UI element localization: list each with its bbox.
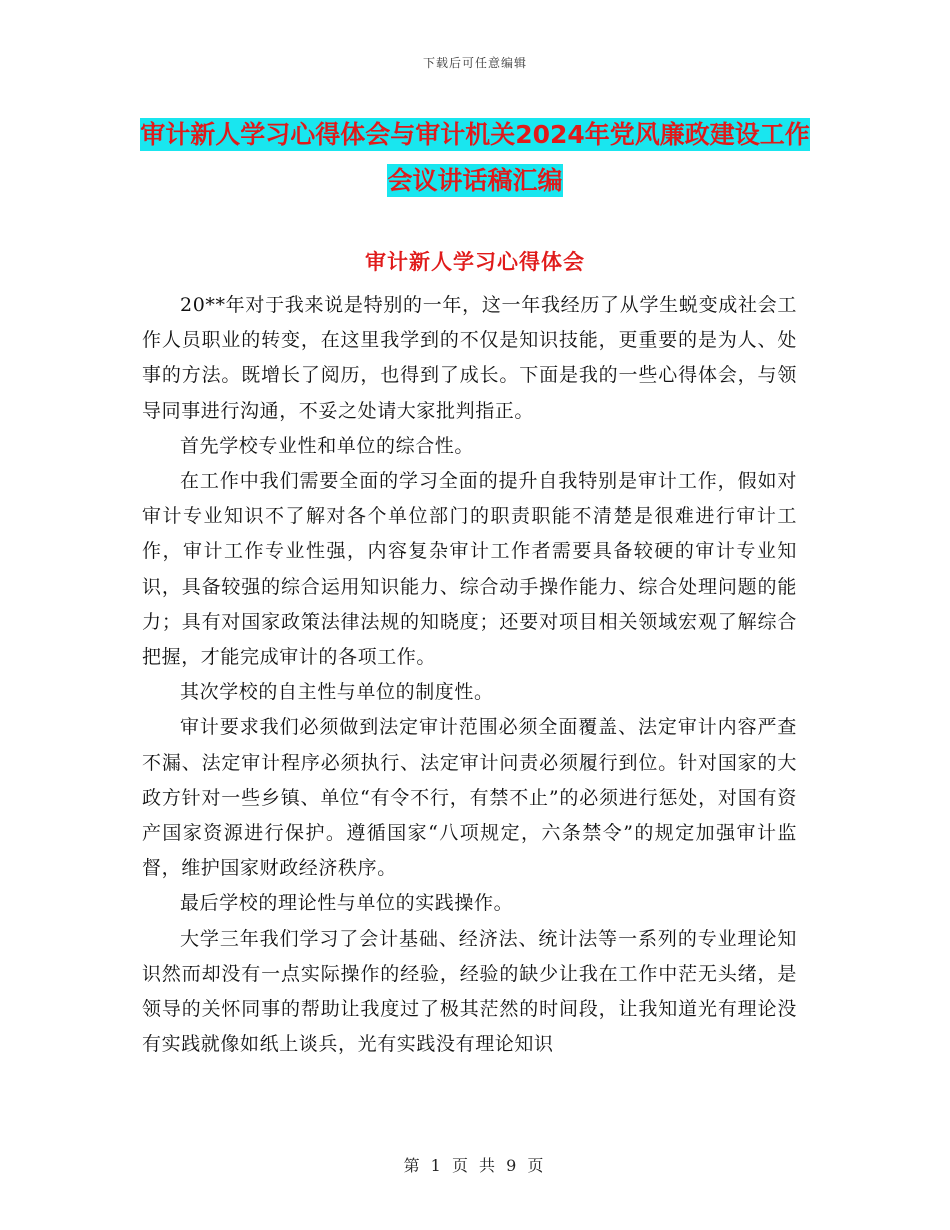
section-title: 审计新人学习心得体会 xyxy=(365,250,585,274)
paragraph: 大学三年我们学习了会计基础、经济法、统计法等一系列的专业理论知识然而却没有一点实际操作的经验，经验的缺少让我在工作中茫无头绪，是领导的关怀同事的帮助让我度过了极其茫然的时间段，让我知道光有理论没有实践就像如纸上谈兵，光有实践没有理论知识 xyxy=(142,927,797,1056)
document-title xyxy=(140,112,810,204)
page-footer: 第 1 页 共 9 页 xyxy=(403,1156,547,1175)
paragraph: 首先学校专业性和单位的综合性。 xyxy=(180,434,475,457)
paragraph: 其次学校的自主性与单位的制度性。 xyxy=(180,681,494,704)
paragraph: 在工作中我们需要全面的学习全面的提升自我特别是审计工作，假如对审计专业知识不了解对各个单位部门的职责职能不清楚是很难进行审计工作，审计工作专业性强，内容复杂审计工作者需要具备较硬的审计专业知识，具备较强的综合运用知识能力、综合动手操作能力、综合处理问题的能力；具有对国家政策法律法规的知晓度；还要对项目相关领域宏观了解综合把握，才能完成审计的各项工作。 xyxy=(142,470,797,669)
paragraph: 审计要求我们必须做到法定审计范围必须全面覆盖、法定审计内容严查不漏、法定审计程序必须执行、法定审计问责必须履行到位。针对国家的大政方针对一些乡镇、单位“有令不行，有禁不止”的必须进行惩处，对国有资产国家资源进行保护。遵循国家“八项规定，六条禁令”的规定加强审计监督，维护国家财政经济秩序。 xyxy=(142,716,797,880)
header-note: 下载后可任意编辑 xyxy=(422,56,527,70)
paragraph: 20**年对于我来说是特别的一年，这一年我经历了从学生蜕变成社会工作人员职业的转变，在这里我学到的不仅是知识技能，更重要的是为人、处事的方法。既增长了阅历，也得到了成长。下面是我的一些心得体会，与领导同事进行沟通，不妥之处请大家批判指正。 xyxy=(142,294,797,422)
document-title-text: 审计新人学习心得体会与审计机关2024年党风廉政建设工作会议讲话稿汇编 xyxy=(140,120,810,195)
document-body xyxy=(142,288,797,1062)
paragraph: 最后学校的理论性与单位的实践操作。 xyxy=(180,892,514,915)
